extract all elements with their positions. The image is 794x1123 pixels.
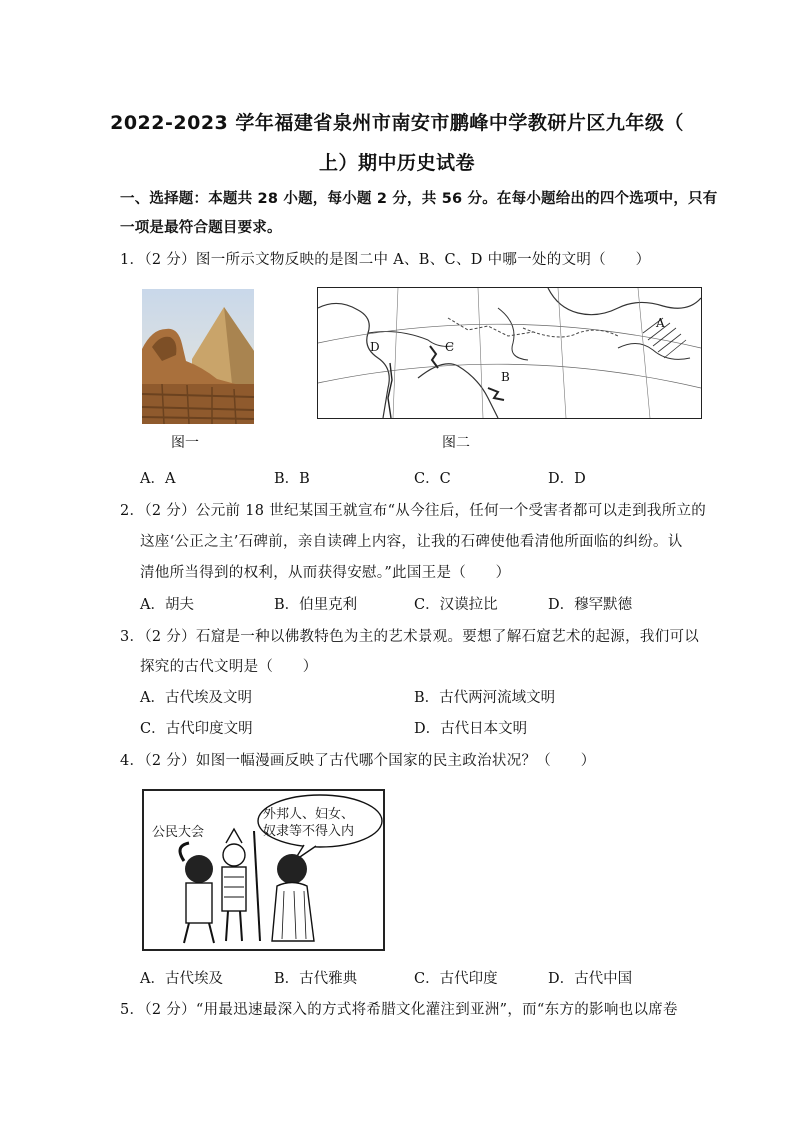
q2-option-d[interactable]: D．穆罕默德 — [548, 597, 633, 613]
q3-option-c[interactable]: C．古代印度文明 — [140, 721, 253, 737]
q2-option-c[interactable]: C．汉谟拉比 — [414, 597, 498, 613]
q3-option-d[interactable]: D．古代日本文明 — [414, 721, 528, 737]
exam-title-line2: 上）期中历史试卷 — [318, 152, 475, 174]
q4-stem: 4．（2 分）如图一幅漫画反映了古代哪个国家的民主政治状况？（ ） — [120, 753, 596, 769]
map-label-b: B — [501, 370, 510, 384]
cartoon-speech-line1: 外邦人、妇女、 — [263, 807, 355, 822]
q1-stem: 1．（2 分）图一所示文物反映的是图二中 A、B、C、D 中哪一处的文明（ ） — [120, 252, 651, 268]
q3-stem-line2: 探究的古代文明是（ ） — [140, 659, 318, 675]
exam-title-line1: 2022-2023 学年福建省泉州市南安市鹏峰中学教研片区九年级（ — [110, 112, 684, 134]
q4-option-b[interactable]: B．古代雅典 — [274, 971, 358, 987]
section-header-line2: 一项是最符合题目要求。 — [120, 220, 282, 236]
map-label-c: C — [445, 340, 455, 354]
q2-stem-line1: 2．（2 分）公元前 18 世纪某国王就宣布“从今往后，任何一个受害者都可以走到我所立的 — [120, 503, 707, 519]
q1-option-d[interactable]: D．D — [548, 471, 586, 487]
figure2-map — [317, 287, 702, 419]
figure1-sphinx-image — [142, 289, 254, 424]
q4-cartoon-image — [142, 789, 385, 951]
q5-stem-line1: 5．（2 分）“用最迅速最深入的方式将希腊文化灌注到亚洲”，而“东方的影响也以席卷 — [120, 1002, 678, 1018]
q1-option-c[interactable]: C．C — [414, 471, 451, 487]
map-label-a: A — [656, 316, 665, 330]
section-header-line1: 一、选择题：本题共 28 小题，每小题 2 分，共 56 分。在每小题给出的四个选项中，只有 — [120, 191, 718, 207]
q4-option-d[interactable]: D．古代中国 — [548, 971, 633, 987]
q2-stem-line3: 清他所当得到的权利，从而获得安慰。”此国王是（ ） — [140, 565, 511, 581]
q1-option-a[interactable]: A．A — [140, 471, 176, 487]
q4-option-c[interactable]: C．古代印度 — [414, 971, 498, 987]
cartoon-speech-line2: 奴隶等不得入内 — [263, 824, 355, 839]
q3-option-a[interactable]: A．古代埃及文明 — [140, 690, 252, 706]
q2-option-b[interactable]: B．伯里克利 — [274, 597, 358, 613]
q3-stem-line1: 3．（2 分）石窟是一种以佛教特色为主的艺术景观。要想了解石窟艺术的起源，我们可以 — [120, 629, 700, 645]
cartoon-label-assembly: 公民大会 — [152, 825, 205, 840]
q2-stem-line2: 这座‘公正之主’石碑前，亲自读碑上内容，让我的石碑使他看清他所面临的纠纷。认 — [140, 534, 683, 550]
q3-option-b[interactable]: B．古代两河流域文明 — [414, 690, 556, 706]
q2-option-a[interactable]: A．胡夫 — [140, 597, 194, 613]
figure2-caption: 图二 — [442, 435, 470, 451]
map-label-d: D — [370, 340, 380, 354]
q4-option-a[interactable]: A．古代埃及 — [140, 971, 223, 987]
q1-option-b[interactable]: B．B — [274, 471, 310, 487]
figure1-caption: 图一 — [171, 435, 199, 451]
